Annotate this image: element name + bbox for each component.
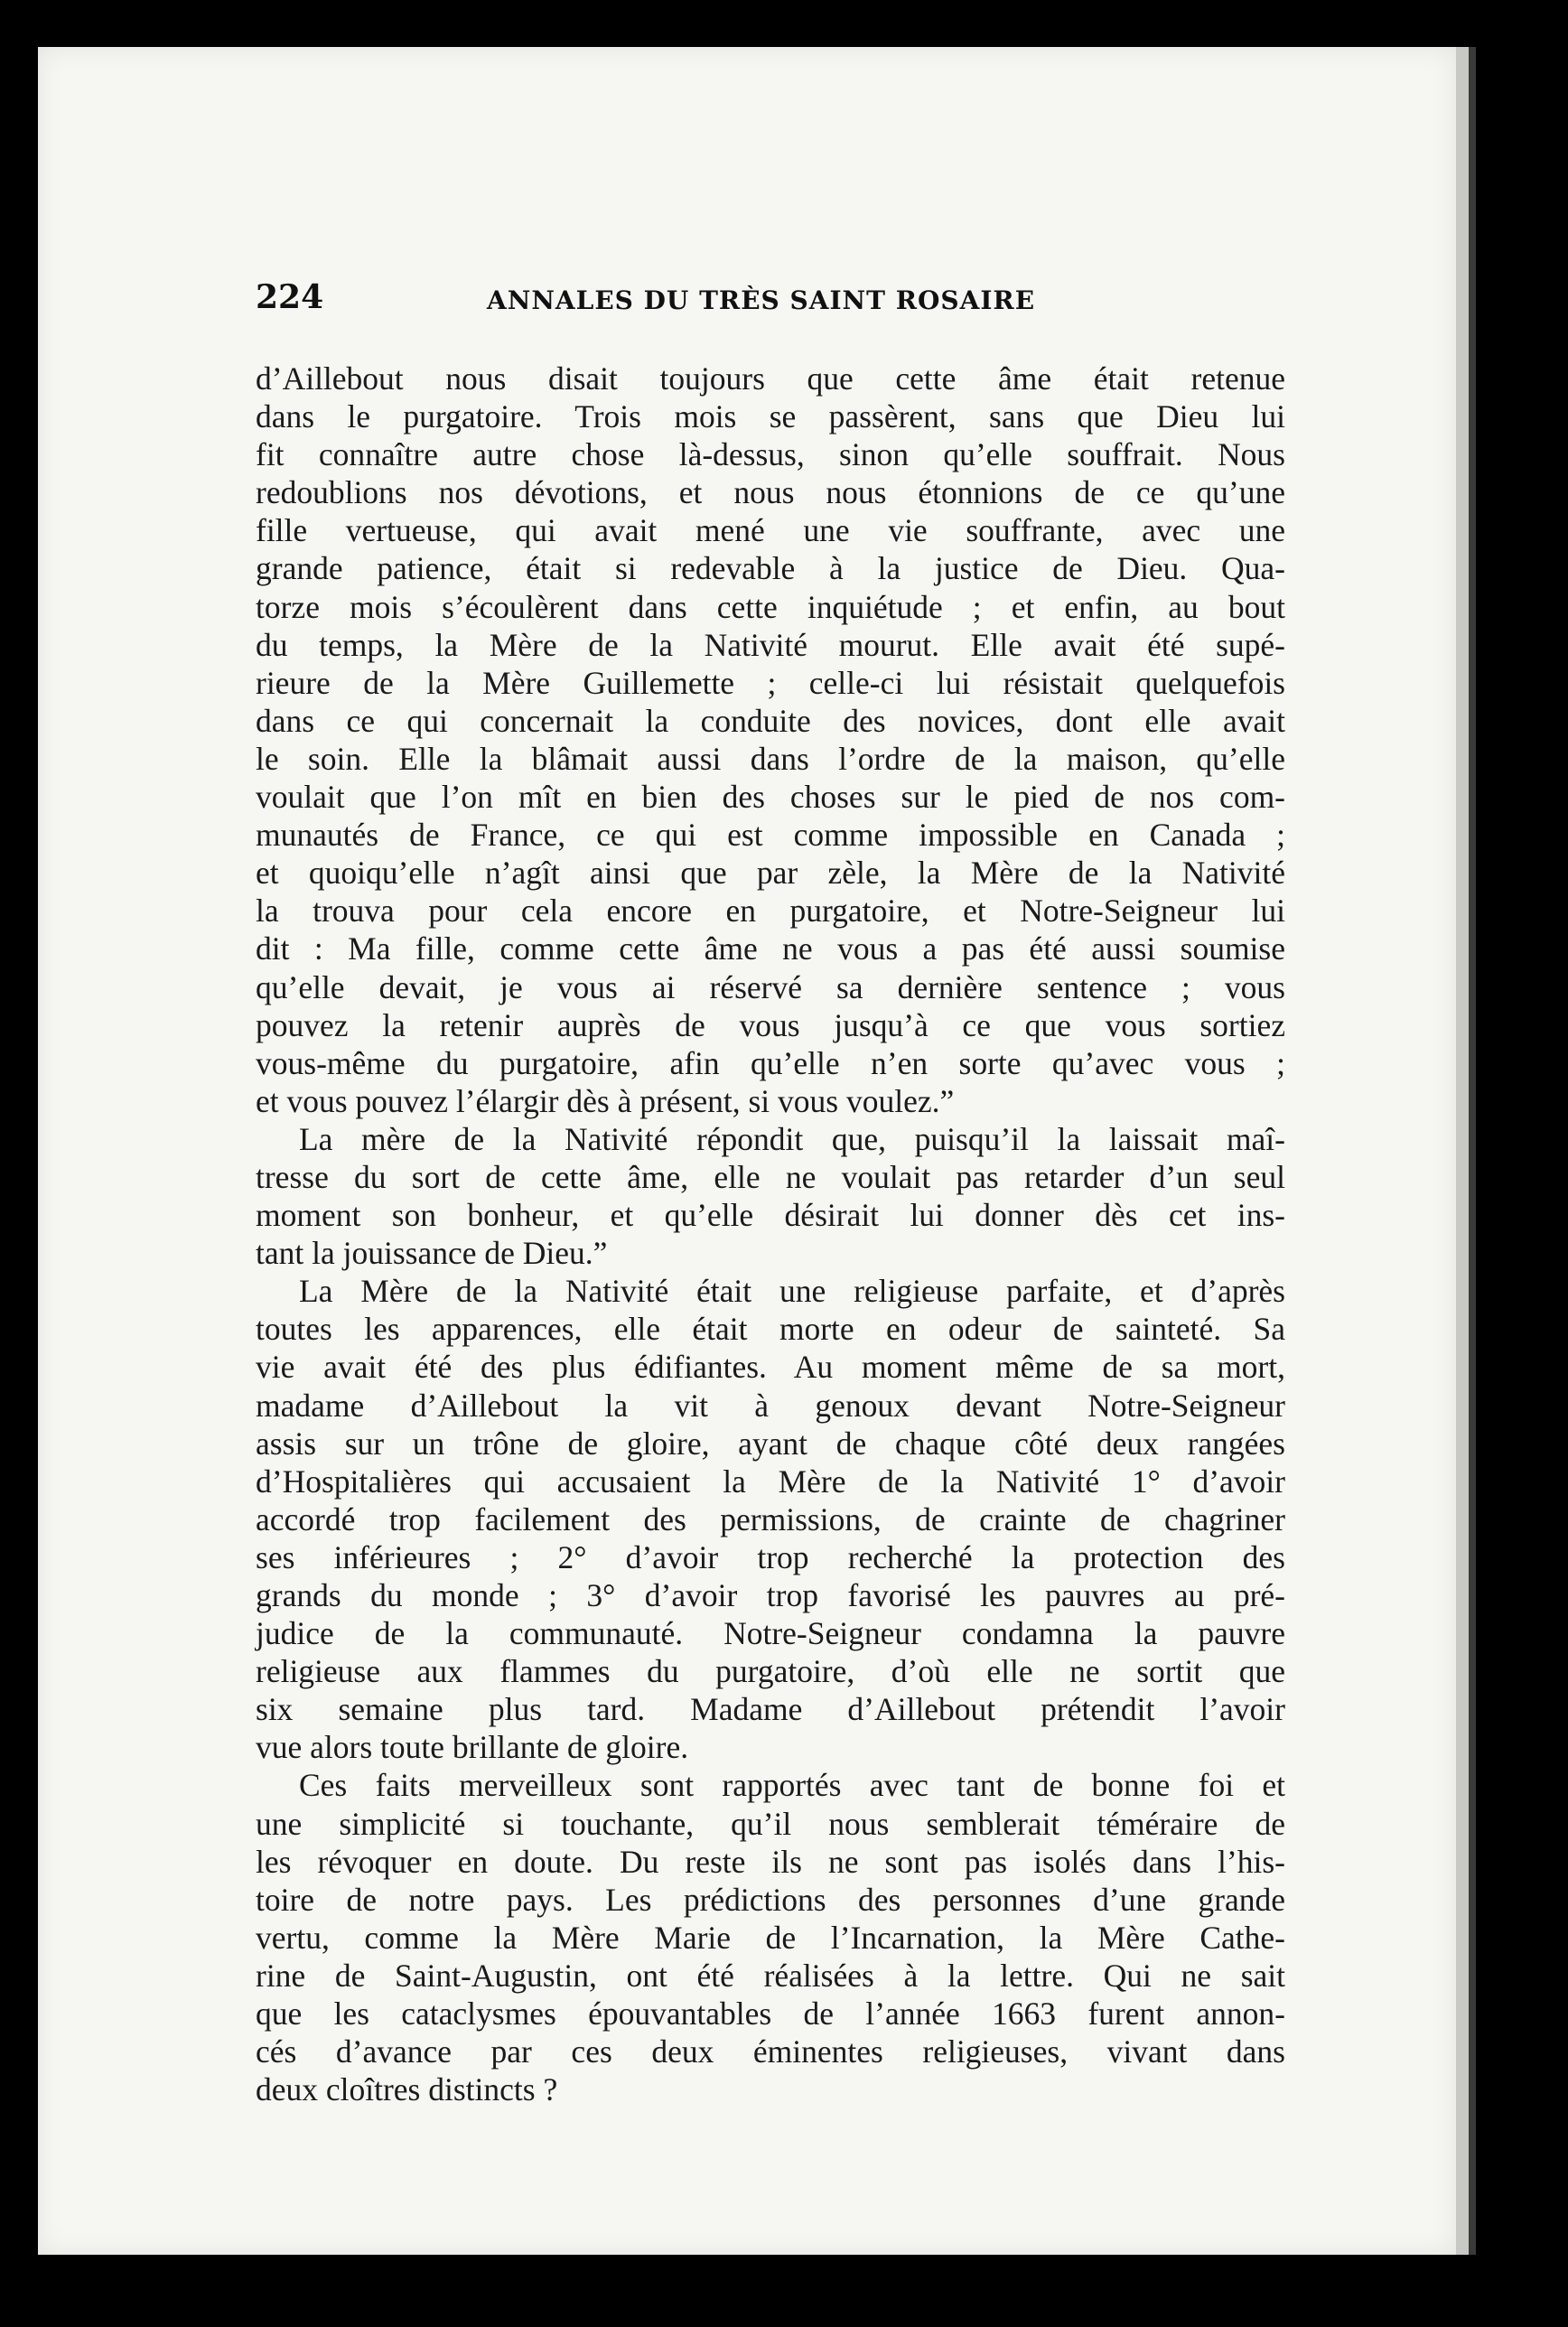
paragraph (256, 1766, 1285, 2108)
text-line: cés d’avance par ces deux éminentes religieuses, vivant dans (256, 2033, 1285, 2070)
text-line: le soin. Elle la blâmait aussi dans l’ordre de la maison, qu’elle (256, 740, 1285, 777)
text-line: dans ce qui concernait la conduite des novices, dont elle avait (256, 702, 1285, 739)
text-line: vertu, comme la Mère Marie de l’Incarnation, la Mère Cathe- (256, 1919, 1285, 1956)
text-line: grands du monde ; 3° d’avoir trop favorisé les pauvres au pré- (256, 1577, 1285, 1613)
text-line: religieuse aux flammes du purgatoire, d’où elle ne sortit que (256, 1653, 1285, 1690)
text-line: dans le purgatoire. Trois mois se passèrent, sans que Dieu lui (256, 398, 1285, 435)
text-line: grande patience, était si redevable à la justice de Dieu. Qua- (256, 550, 1285, 587)
text-line: pouvez la retenir auprès de vous jusqu’à ce que vous sortiez (256, 1006, 1285, 1043)
text-line: rieure de la Mère Guillemette ; celle-ci lui résistait quelquefois (256, 664, 1285, 701)
text-line: la trouva pour cela encore en purgatoire, et Notre-Seigneur lui (256, 892, 1285, 930)
text-line: La mère de la Nativité répondit que, puisqu’il la laissait maî- (299, 1120, 1285, 1157)
text-line: rine de Saint-Augustin, ont été réalisées à la lettre. Qui ne sait (256, 1957, 1285, 1994)
text-line: les révoquer en doute. Du reste ils ne sont pas isolés dans l’his- (256, 1843, 1285, 1880)
text-line: six semaine plus tard. Madame d’Aillebout prétendit l’avoir (256, 1691, 1285, 1728)
paragraph (256, 1272, 1285, 1766)
text-line: assis sur un trône de gloire, ayant de chaque côté deux rangées (256, 1425, 1285, 1462)
text-line: vous-même du purgatoire, afin qu’elle n’en sorte qu’avec vous ; (256, 1044, 1285, 1081)
text-line: que les cataclysmes épouvantables de l’année 1663 furent annon- (256, 1995, 1285, 2033)
text-line: fit connaître autre chose là-dessus, sinon qu’elle souffrait. Nous (256, 436, 1285, 473)
text-line: deux cloîtres distincts ? (256, 2071, 558, 2108)
running-title: ANNALES DU TRÈS SAINT ROSAIRE (487, 285, 1036, 315)
text-line: La Mère de la Nativité était une religieuse parfaite, et d’après (299, 1273, 1285, 1310)
body-text (256, 360, 1285, 2108)
text-line: qu’elle devait, je vous ai réservé sa dernière sentence ; vous (256, 968, 1285, 1005)
text-line: madame d’Aillebout la vit à genoux devant Notre-Seigneur (256, 1387, 1285, 1424)
paragraph (256, 360, 1285, 1120)
text-line: et quoiqu’elle n’agît ainsi que par zèle, la Mère de la Nativité (256, 855, 1285, 892)
page-edge-shadow (1469, 47, 1476, 2255)
text-line: tant la jouissance de Dieu.” (256, 1235, 608, 1272)
text-line: Ces faits merveilleux sont rapportés avec tant de bonne foi et (299, 1767, 1285, 1804)
text-line: judice de la communauté. Notre-Seigneur condamna la pauvre (256, 1615, 1285, 1652)
text-line: dit : Ma fille, comme cette âme ne vous a pas été aussi soumise (256, 930, 1285, 967)
text-line: ses inférieures ; 2° d’avoir trop recherché la protection des (256, 1538, 1285, 1575)
page-edge-strip (1456, 47, 1469, 2255)
page-number: 224 (256, 278, 324, 316)
text-line: accordé trop facilement des permissions, de crainte de chagriner (256, 1500, 1285, 1537)
text-line: torze mois s’écoulèrent dans cette inquiétude ; et enfin, au bout (256, 588, 1285, 625)
text-line: redoublions nos dévotions, et nous nous étonnions de ce qu’une (256, 474, 1285, 511)
text-line: du temps, la Mère de la Nativité mourut. Elle avait été supé- (256, 626, 1285, 663)
text-line: vie avait été des plus édifiantes. Au moment même de sa mort, (256, 1349, 1285, 1386)
text-line: toutes les apparences, elle était morte en odeur de sainteté. Sa (256, 1311, 1285, 1348)
text-line: tresse du sort de cette âme, elle ne voulait pas retarder d’un seul (256, 1158, 1285, 1195)
text-line: d’Aillebout nous disait toujours que cette âme était retenue (256, 360, 1285, 397)
text-line: vue alors toute brillante de gloire. (256, 1729, 689, 1766)
paragraph (256, 1120, 1285, 1272)
running-head (256, 278, 1300, 323)
text-line: munautés de France, ce qui est comme impossible en Canada ; (256, 817, 1285, 854)
text-line: une simplicité si touchante, qu’il nous semblerait téméraire de (256, 1805, 1285, 1842)
text-line: toire de notre pays. Les prédictions des personnes d’une grande (256, 1881, 1285, 1918)
text-line: et vous pouvez l’élargir dès à présent, si vous voulez.” (256, 1082, 955, 1119)
text-line: d’Hospitalières qui accusaient la Mère de la Nativité 1° d’avoir (256, 1463, 1285, 1500)
text-line: voulait que l’on mît en bien des choses sur le pied de nos com- (256, 779, 1285, 816)
text-line: fille vertueuse, qui avait mené une vie souffrante, avec une (256, 512, 1285, 549)
text-line: moment son bonheur, et qu’elle désirait lui donner dès cet ins- (256, 1197, 1285, 1234)
